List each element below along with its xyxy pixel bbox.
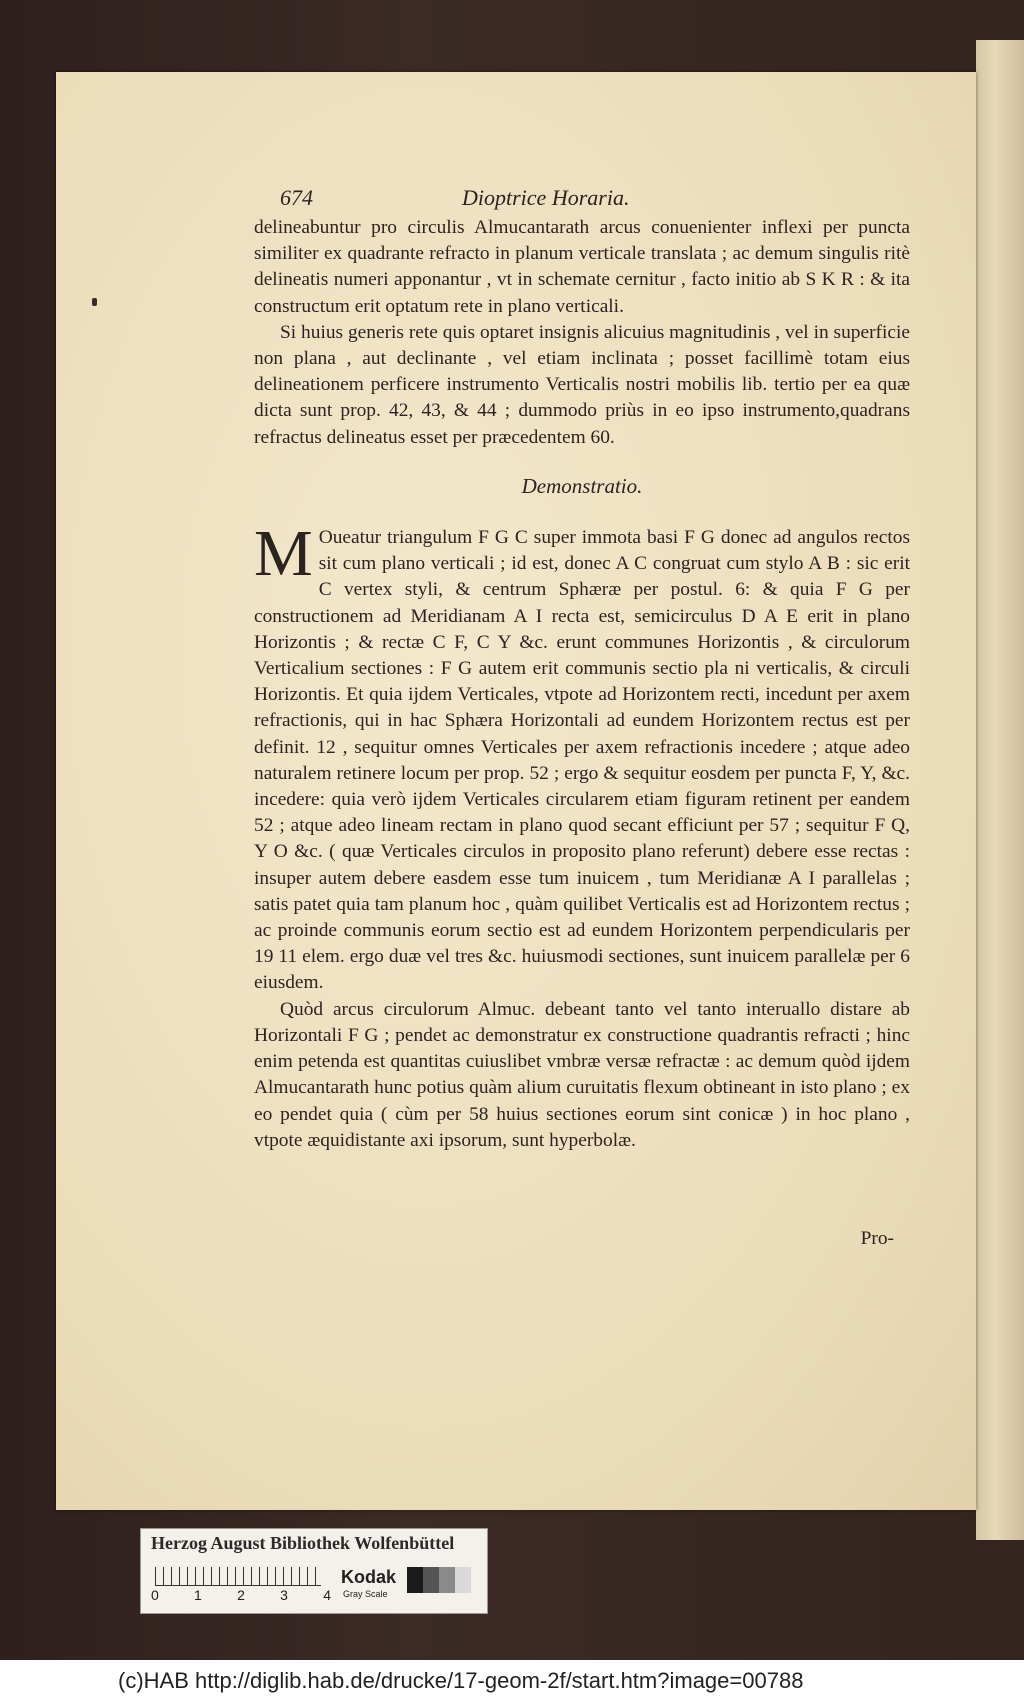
demonstration-text-1: Oueatur triangulum F G C super immota basi F G donec ad angulos rectos sit cum plano verticali ; id est, donec A C congruat cum stylo A B : sic erit C vertex styli, & centrum Sphæræ per postul. 6: & quia F G per constructionem ad Meridianam A I recta est, semicirculus D A E erit in plano Horizontis ; & rectæ C F, C Y &c. erunt communes Horizontis , & circulorum Verticalium sectiones : F G autem erit communis sectio pla ni verticalis, & circuli Horizontis. Et quia ijdem Verticales, vtpote ad Horizontem recti, incedunt per axem refractionis, qui in hac Sphæra Horizontali ad eundem Horizontem rectus est per definit. 12 , sequitur omnes Verticales per axem refractionis incedere ; atque adeo naturalem retinere locum per prop. 52 ; ergo & sequitur eosdem per puncta F, Y, &c. incedere: quia verò ijdem Verticales circularem etiam figuram retinent per eandem 52 ; atque adeo lineam rectam in plano quod secant efficiunt per 57 ; sequitur F Q, Y O &c. ( quæ Verticales circulos in proposito plano referunt) debere esse rectas : insuper autem debere easdem esse tum inuicem , tum Meridianæ A I parallelas ; satis patet quia tam planum hoc , quàm quilibet Verticalis est ad Horizontem rectus ; ac proinde communis eorum sectio est ad eundem Horizontem perpendicularis per 19 11 elem. ergo duæ vel tres &c. huiusmodi sectiones, sunt inuicem parallelæ per 6 eiusdem. bbox=[254, 527, 910, 994]
color-reference-card bbox=[140, 1528, 488, 1614]
paragraph-1: delineabuntur pro circulis Almucantarath arcus conuenienter inflexi per puncta similiter ex quadrante refracto in planum verticale translata ; ac demum singulis ritè delineatis numeri apponantur , vt in schemate cernitur , facto initio ab S K R : & ita constructum erit optatum rete in plano verticali. bbox=[254, 217, 910, 317]
demonstration-paragraph-1 bbox=[254, 517, 910, 997]
page-header bbox=[254, 185, 910, 215]
kodak-logo: Kodak bbox=[341, 1567, 397, 1587]
paragraph-2: Si huius generis rete quis optaret insignis alicuius magnitudinis , vel in superficie non plana , aut declinante , vel etiam inclinata ; posset facillimè totam eius delineationem perficere instrumento Verticalis nostri mobilis lib. tertio per ea quæ dicta sunt prop. 42, 43, & 44 ; dummodo priùs in eo ipso instrumento,quadrans refractus delineatus esset per præcedentem 60. bbox=[254, 321, 910, 448]
library-name: Herzog August Bibliothek Wolfenbüttel bbox=[151, 1533, 455, 1553]
gray-patch bbox=[407, 1567, 423, 1593]
ruler-number: 1 bbox=[194, 1587, 202, 1603]
footer-bar bbox=[0, 1660, 1024, 1702]
ruler-number: 3 bbox=[280, 1587, 288, 1603]
page-text bbox=[254, 185, 910, 1252]
gray-scale-label: Gray Scale bbox=[343, 1589, 388, 1599]
scale-ruler bbox=[155, 1567, 321, 1586]
ruler-number: 2 bbox=[237, 1587, 245, 1603]
demonstration-paragraph-2: Quòd arcus circulorum Almuc. debeant tanto vel tanto interuallo distare ab Horizontali F G ; pendet ac demonstratur ex constructione quadrantis refracti ; hinc enim petenda est quantitas cuiuslibet vmbræ versæ refractæ : ac demum quòd ijdem Almucantarath hunc potius quàm alium curuitatis flexum obtineant in isto plano ; ex eo pendet quia ( cùm per 58 huius sectiones eorum sint conicæ ) in hoc plano , vtpote æquidistante axi ipsorum, sunt hyperbolæ. bbox=[254, 998, 910, 1151]
gray-patches bbox=[407, 1567, 471, 1593]
drop-cap: M bbox=[254, 517, 313, 591]
page-number: 674 bbox=[280, 185, 313, 210]
catchword: Pro- bbox=[860, 1227, 894, 1249]
facing-page-edge bbox=[976, 40, 1024, 1540]
gray-patch bbox=[455, 1567, 471, 1593]
ruler-numbers bbox=[151, 1587, 331, 1603]
gray-patch bbox=[439, 1567, 455, 1593]
ruler-number: 4 bbox=[323, 1587, 331, 1603]
gray-patch bbox=[423, 1567, 439, 1593]
copyright-url: (c)HAB http://diglib.hab.de/drucke/17-geom-2f/start.htm?image=00788 bbox=[118, 1668, 804, 1693]
section-heading: Demonstratio. bbox=[521, 473, 643, 498]
margin-ink-mark bbox=[92, 298, 97, 306]
running-title: Dioptrice Horaria. bbox=[462, 185, 630, 210]
ruler-number: 0 bbox=[151, 1587, 159, 1603]
